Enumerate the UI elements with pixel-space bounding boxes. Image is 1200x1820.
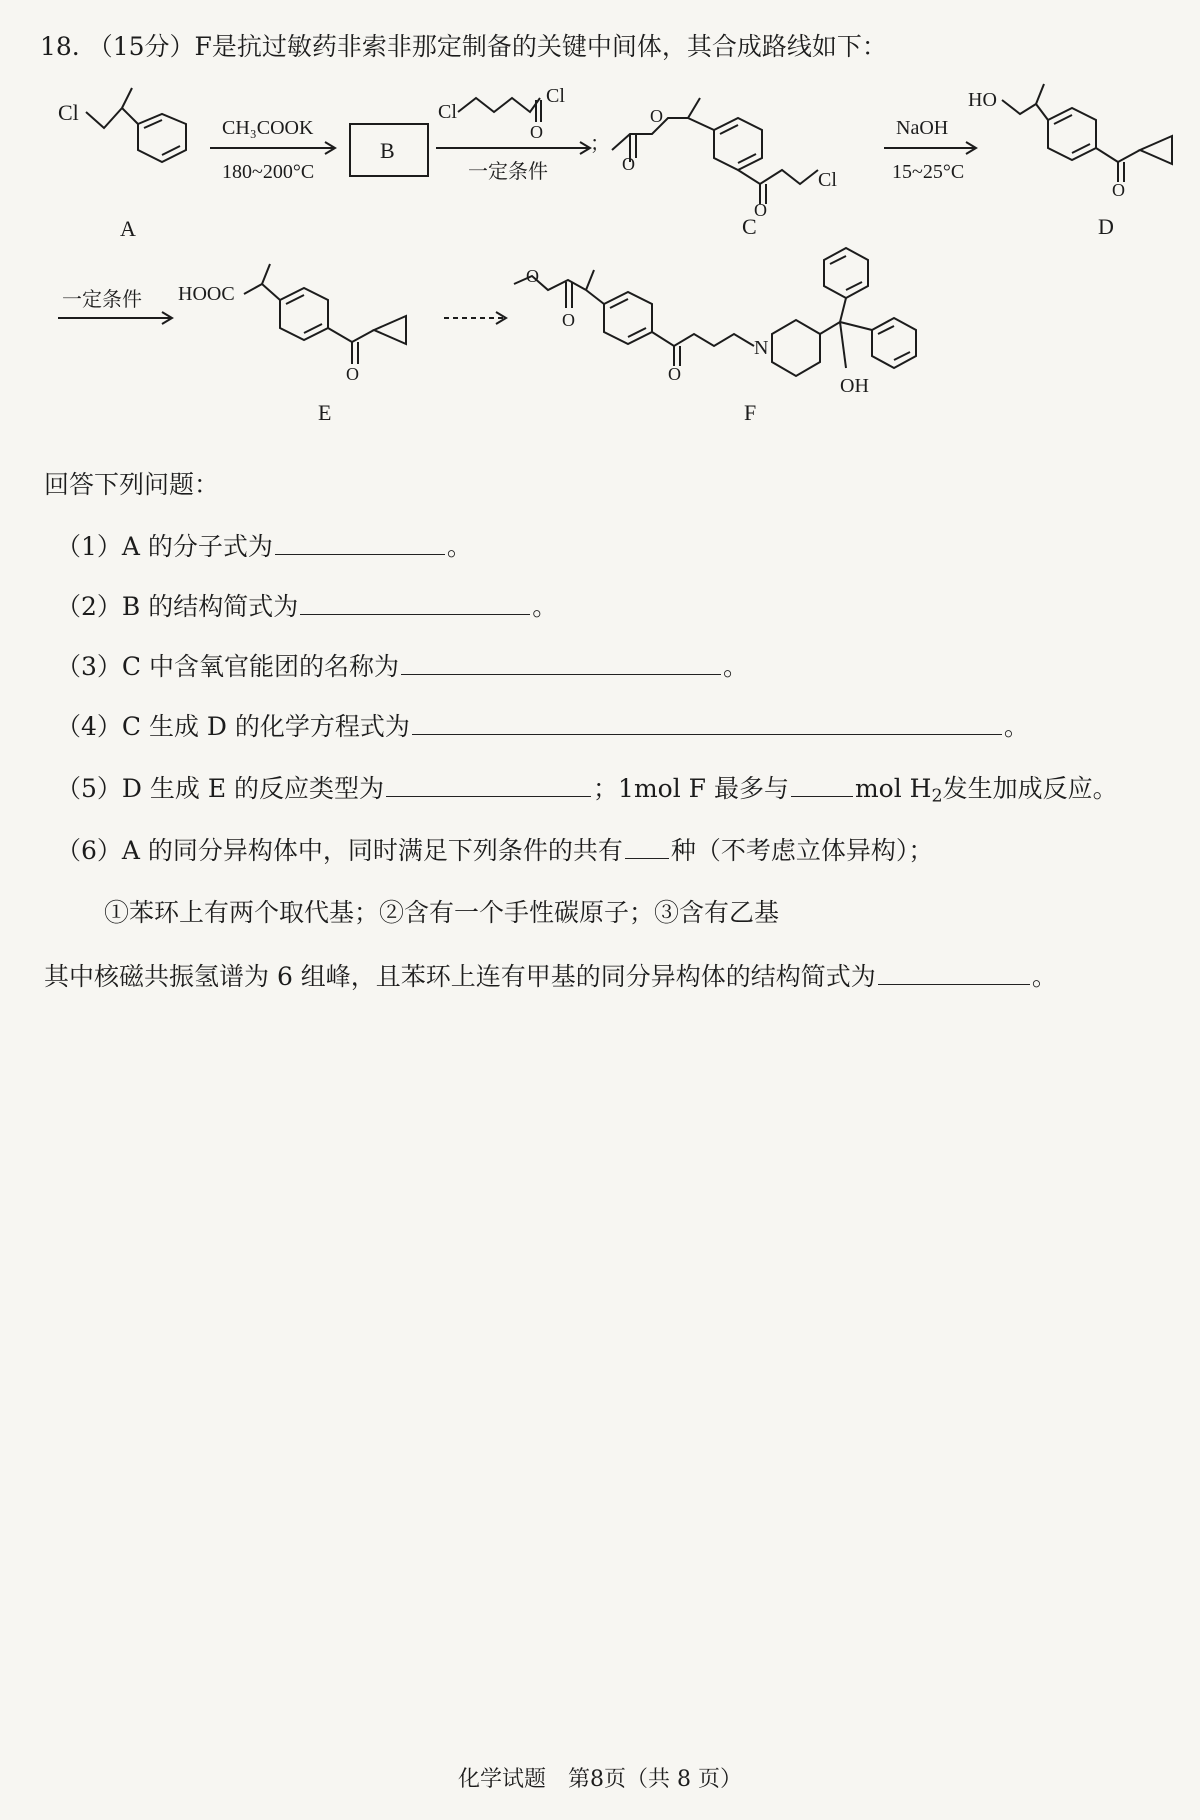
q4-end: 。 (1003, 712, 1029, 741)
q1-text: （1）A 的分子式为 (56, 532, 273, 561)
conditions-line: ①苯环上有两个取代基；②含有一个手性碳原子；③含有乙基 (104, 898, 780, 927)
step1-condition: 180~200°C (222, 161, 315, 183)
final-answer-blank[interactable] (878, 960, 1030, 985)
label-d: D (1098, 214, 1114, 239)
question-intro: （15分）F是抗过敏药非索非那定制备的关键中间体，其合成路线如下： (87, 32, 887, 61)
step3-reagent: NaOH (896, 117, 949, 139)
q5-answer-blank-1[interactable] (386, 772, 591, 797)
q5-mid2: mol H (854, 774, 932, 803)
q3-text: （3）C 中含氧官能团的名称为 (56, 652, 399, 681)
atom-o-f3: O (668, 364, 681, 384)
atom-oh: OH (840, 375, 869, 397)
q5-end: 发生加成反应。 (942, 774, 1118, 803)
atom-hooc-e: HOOC (178, 283, 235, 305)
q1-answer-blank[interactable] (275, 530, 445, 555)
arrow-step-2 (436, 85, 610, 183)
atom-o-c3: O (754, 200, 767, 220)
reagent-o: O (530, 122, 543, 142)
compound-a (58, 88, 186, 241)
label-a: A (120, 216, 136, 241)
question-6 (56, 834, 933, 868)
final-end: 。 (1031, 962, 1057, 991)
q4-text: （4）C 生成 D 的化学方程式为 (56, 712, 410, 741)
final-text: 其中核磁共振氢谱为 6 组峰，且苯环上连有甲基的同分异构体的结构简式为 (44, 962, 876, 991)
q3-answer-blank[interactable] (401, 650, 721, 675)
atom-o-f1: O (526, 266, 539, 286)
atom-ho-d: HO (968, 89, 997, 111)
atom-o-f2: O (562, 310, 575, 330)
question-2 (56, 590, 557, 624)
compound-f (514, 248, 916, 425)
q3-end: 。 (722, 652, 748, 681)
compound-e (178, 264, 406, 425)
step1-reagent: CH₃COOK (222, 117, 314, 139)
q1-end: 。 (446, 532, 472, 561)
arrow-step-1 (210, 117, 335, 183)
atom-o-d: O (1112, 180, 1125, 200)
step4-condition: 一定条件 (62, 289, 142, 311)
q5-subscript: 2 (931, 786, 943, 807)
q6-answer-blank[interactable] (625, 834, 669, 859)
compound-d (968, 84, 1172, 239)
question-1 (56, 530, 472, 564)
q6-text: （6）A 的同分异构体中，同时满足下列条件的共有 (56, 836, 623, 865)
label-b: B (380, 138, 395, 163)
arrow-dashed (444, 312, 506, 324)
atom-o-c1: O (622, 154, 635, 174)
atom-cl: Cl (58, 100, 79, 125)
page-footer: 化学试题 第8页（共 8 页） (458, 1767, 742, 1792)
question-3 (56, 650, 748, 684)
compound-c (612, 98, 837, 239)
atom-n: N (754, 337, 769, 359)
atom-cl-c: Cl (818, 169, 837, 191)
atom-o-e: O (346, 364, 359, 384)
reagent-cl-right: Cl (546, 85, 565, 107)
question-number: 18. (40, 32, 80, 61)
q2-answer-blank[interactable] (300, 590, 530, 615)
q5-mid1: ；1mol F 最多与 (593, 774, 789, 803)
atom-o-c2: O (650, 106, 663, 126)
step2-condition: 一定条件 (468, 161, 548, 183)
final-question (44, 960, 1057, 994)
reagent-cl-left: Cl (438, 101, 457, 123)
label-e: E (318, 400, 332, 425)
semicolon: ； (590, 133, 610, 155)
question-5 (56, 772, 1118, 806)
prompt-line: 回答下列问题： (44, 470, 220, 499)
q2-end: 。 (532, 592, 558, 621)
q5-answer-blank-2[interactable] (791, 772, 853, 797)
synthesis-scheme (0, 0, 1200, 440)
q5-text: （5）D 生成 E 的反应类型为 (56, 774, 385, 803)
q2-text: （2）B 的结构简式为 (56, 592, 299, 621)
label-f: F (744, 400, 757, 425)
q4-answer-blank[interactable] (412, 710, 1002, 735)
step3-condition: 15~25°C (892, 161, 965, 183)
question-4 (56, 710, 1029, 744)
arrow-step-4 (58, 288, 172, 324)
label-c: C (742, 214, 757, 239)
compound-b-box (350, 124, 428, 176)
arrow-step-3 (884, 117, 976, 183)
q6-end: 种（不考虑立体异构）； (670, 836, 934, 865)
